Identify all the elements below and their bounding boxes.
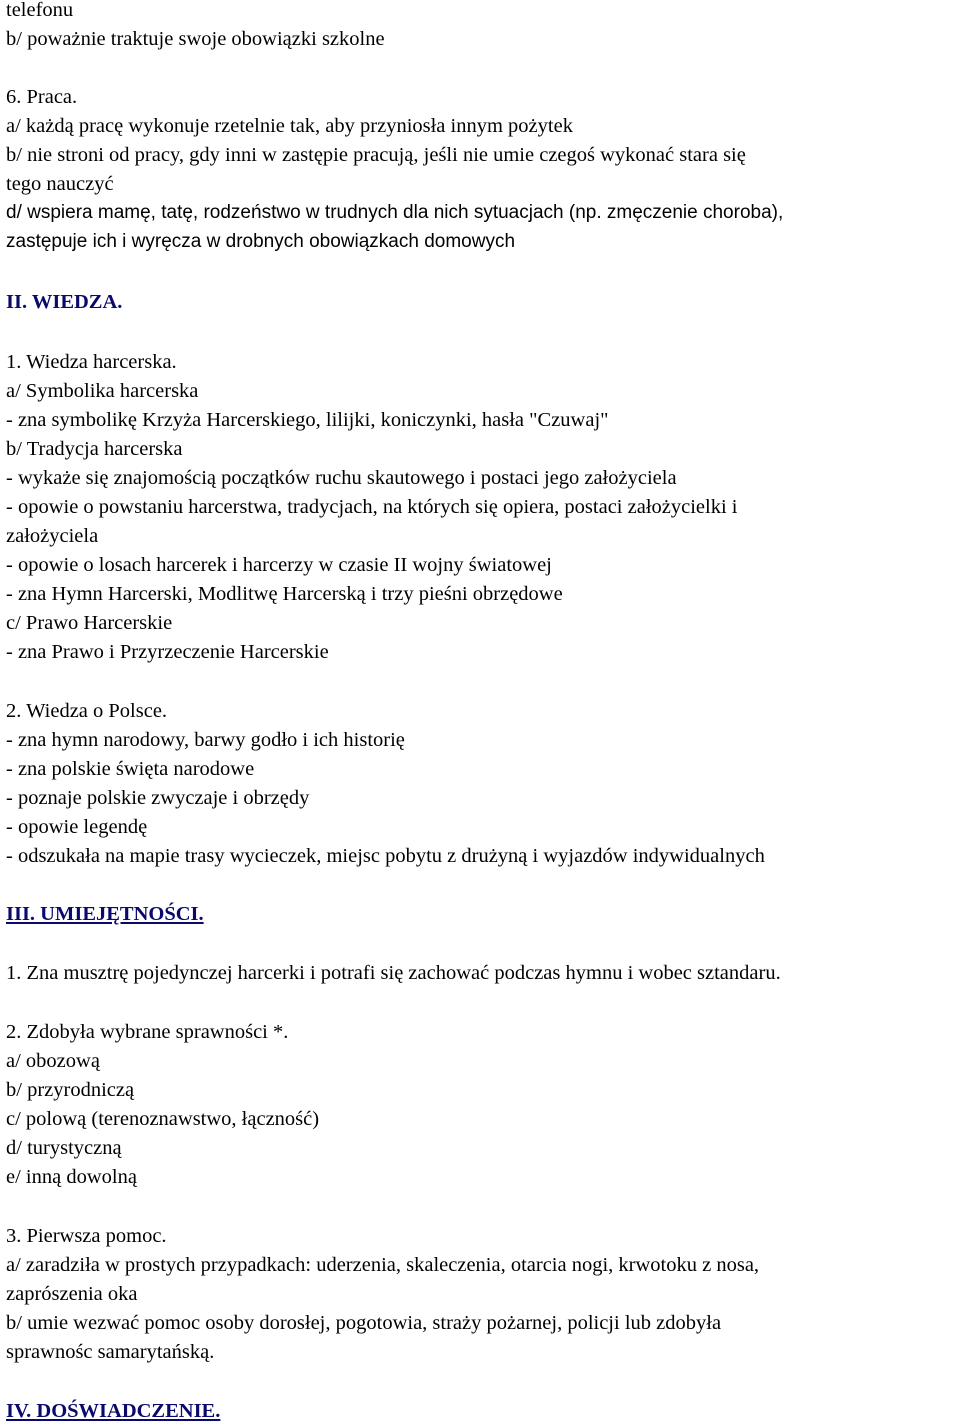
text-line: b/ Tradycja harcerska bbox=[6, 438, 183, 460]
text-line: 1. Zna musztrę pojedynczej harcerki i potrafi się zachować podczas hymnu i wobec sztandaru. bbox=[6, 962, 781, 984]
text-line: zaprószenia oka bbox=[6, 1283, 138, 1305]
text-line: a/ Symbolika harcerska bbox=[6, 380, 199, 402]
section-heading: 2. Wiedza o Polsce. bbox=[6, 700, 168, 722]
chapter-heading: III. UMIEJĘTNOŚCI. bbox=[6, 903, 204, 925]
text-line: a/ obozową bbox=[6, 1050, 100, 1072]
text-line: b/ poważnie traktuje swoje obowiązki szkolne bbox=[6, 28, 385, 50]
text-line: a/ każdą pracę wykonuje rzetelnie tak, aby przyniosła innym pożytek bbox=[6, 115, 573, 137]
text-line: zastępuje ich i wyręcza w drobnych obowiązkach domowych bbox=[6, 231, 516, 252]
text-line: - odszukała na mapie trasy wycieczek, miejsc pobytu z drużyną i wyjazdów indywidualnych bbox=[6, 845, 765, 867]
chapter-heading: IV. DOŚWIADCZENIE. bbox=[6, 1400, 221, 1422]
section-heading: 1. Wiedza harcerska. bbox=[6, 351, 177, 373]
text-line: - zna symbolikę Krzyża Harcerskiego, lilijki, koniczynki, hasła "Czuwaj" bbox=[6, 409, 609, 431]
section-heading: 2. Zdobyła wybrane sprawności *. bbox=[6, 1021, 289, 1043]
text-line: telefonu bbox=[6, 0, 74, 21]
text-line: b/ nie stroni od pracy, gdy inni w zastępie pracują, jeśli nie umie czegoś wykonać stara się bbox=[6, 144, 746, 166]
text-line: d/ turystyczną bbox=[6, 1137, 122, 1159]
text-line: c/ polową (terenoznawstwo, łączność) bbox=[6, 1108, 320, 1130]
text-line: - opowie o powstaniu harcerstwa, tradycjach, na których się opiera, postaci założycielki i bbox=[6, 496, 738, 518]
text-line: sprawnośc samarytańską. bbox=[6, 1341, 215, 1363]
text-line: c/ Prawo Harcerskie bbox=[6, 612, 173, 634]
text-line: d/ wspiera mamę, tatę, rodzeństwo w trudnych dla nich sytuacjach (np. zmęczenie choroba), bbox=[6, 202, 784, 223]
section-heading: 6. Praca. bbox=[6, 86, 78, 108]
text-line: - opowie legendę bbox=[6, 816, 148, 838]
text-line: b/ przyrodniczą bbox=[6, 1079, 135, 1101]
text-line: e/ inną dowolną bbox=[6, 1166, 137, 1188]
text-line: - zna Prawo i Przyrzeczenie Harcerskie bbox=[6, 641, 329, 663]
text-line: - zna Hymn Harcerski, Modlitwę Harcerską i trzy pieśni obrzędowe bbox=[6, 583, 563, 605]
text-line: - poznaje polskie zwyczaje i obrzędy bbox=[6, 787, 310, 809]
text-line: - opowie o losach harcerek i harcerzy w czasie II wojny światowej bbox=[6, 554, 552, 576]
text-line: tego nauczyć bbox=[6, 173, 114, 195]
text-line: - zna hymn narodowy, barwy godło i ich historię bbox=[6, 729, 405, 751]
text-line: - zna polskie święta narodowe bbox=[6, 758, 255, 780]
text-line: b/ umie wezwać pomoc osoby dorosłej, pogotowia, straży pożarnej, policji lub zdobyła bbox=[6, 1312, 722, 1334]
text-line: założyciela bbox=[6, 525, 99, 547]
text-line: a/ zaradziła w prostych przypadkach: uderzenia, skaleczenia, otarcia nogi, krwotoku z nosa, bbox=[6, 1254, 760, 1276]
text-line: - wykaże się znajomością początków ruchu skautowego i postaci jego założyciela bbox=[6, 467, 677, 489]
chapter-heading: II. WIEDZA. bbox=[6, 291, 123, 313]
section-heading: 3. Pierwsza pomoc. bbox=[6, 1225, 167, 1247]
